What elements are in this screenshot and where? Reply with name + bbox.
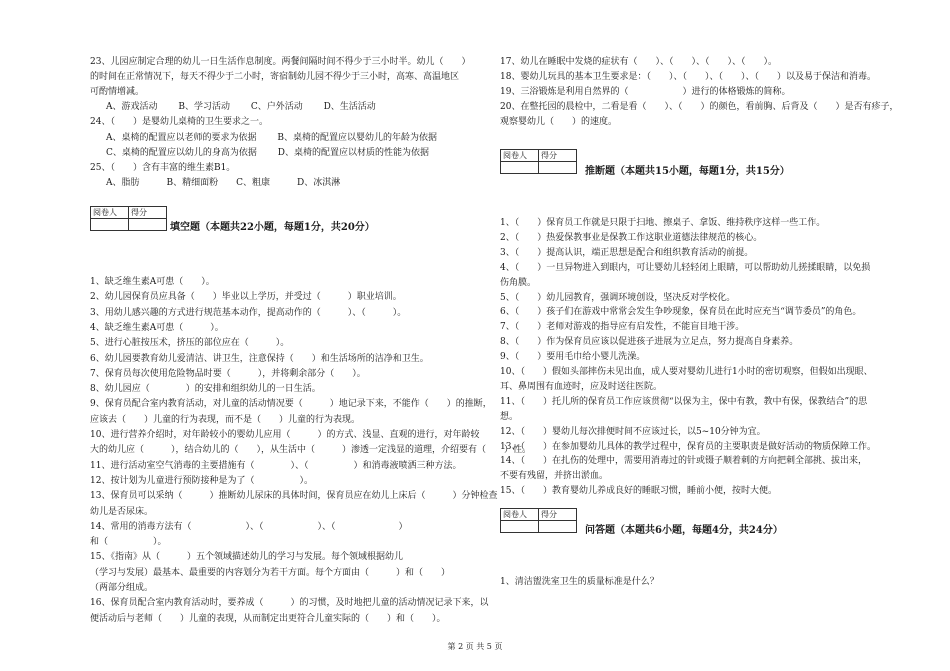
reviewer-label: 阅卷人	[501, 509, 539, 521]
reviewer-cell	[501, 162, 539, 174]
judge-score-table	[500, 149, 577, 174]
score-cell	[129, 219, 167, 231]
text-line: 1、清洁盥洗室卫生的质量标准是什么？	[500, 577, 659, 587]
text-line: 7、保育员每次使用危险物品时要（ ），并将剩余部分（ ）。	[90, 368, 366, 379]
text-line: 6、（ ）孩子们在游戏中常常会发生争吵现象，保育员在此时应充当“调节委员”的角色。	[500, 307, 862, 318]
text-line: 15、《指南》从（ ）五个领域描述幼儿的学习与发展。每个领域根据幼儿	[90, 552, 403, 563]
text-line: 12、（ ）婴幼儿每次排便时间不应该过长，以5~10分钟为宜。	[500, 426, 766, 437]
score-cell	[539, 162, 577, 174]
text-line: 13、保育员可以采纳（ ）推断幼儿尿床的具体时间，保育员应在幼儿上床后（ ）分钟检查	[90, 491, 498, 502]
reviewer-cell	[501, 521, 539, 533]
text-line: 10、进行营养介绍时，对年龄较小的婴幼儿应用（ ）的方式、浅显、直观的进行，对年龄较	[90, 430, 480, 440]
text-line: 13、（ ）在参加婴幼儿具体的教学过程中，保育员的主要职责是做好活动的物质保障工作。	[500, 441, 876, 452]
text-line: 9、保育员配合室内教育活动，对儿童的活动情况要（ ）地记录下来，不能作（ ）的推断，	[90, 399, 492, 410]
text-line: 3、（ ）提高认识，端正思想是配合和组织教育活动的前提。	[500, 247, 754, 258]
text-line: （学习与发展）最基本、最重要的内容划分为若干方面。每个方面由（ ）和（ ）	[90, 567, 451, 578]
text-line: A、桌椅的配置应以老师的要求为依据 B、桌椅的配置应以婴幼儿的年龄为依据	[106, 132, 437, 143]
text-line: 不要有残留，并挤出淤血。	[500, 471, 609, 482]
text-line: 14、常用的消毒方法有（ ）、（ ）、（ ）	[90, 521, 408, 532]
text-line: 7、（ ）老师对游戏的指导应有启发性，不能盲目地干涉。	[500, 322, 745, 333]
text-line: 11、进行活动室空气消毒的主要措施有（ ）、（ ）和消毒液喷洒三种方法。	[90, 460, 462, 471]
text-line: 观察婴幼儿（ ）的速度。	[500, 116, 618, 127]
text-line: 18、婴幼儿玩具的基本卫生要求是：（ ）、（ ）、（ ）、（ ）以及易于保洁和消毒。	[500, 71, 876, 82]
text-line: 可酌情增减。	[90, 87, 145, 98]
qa-section-title: 问答题（本题共6小题，每题4分，共24分）	[585, 525, 783, 536]
text-line: 5、进行心脏按压术，挤压的部位应在（ ）。	[90, 338, 290, 349]
text-line: 25、（ ）含有丰富的维生素B1。	[90, 162, 236, 173]
text-line: 1、缺乏维生素A可患（ ）。	[90, 277, 215, 287]
text-line: 16、保育员配合室内教育活动时，要养成（ ）的习惯，及时地把儿童的活动情况记录下来，以	[90, 598, 489, 609]
fill-score-table	[90, 206, 167, 231]
text-line: A、脂肪 B、精细面粉 C、粗康 D、冰淇淋	[106, 177, 341, 188]
text-line: 4、缺乏维生素A可患（ ）。	[90, 322, 224, 333]
text-line: 6、幼儿园要教育幼儿爱清洁、讲卫生，注意保持（ ）和生活场所的洁净和卫生。	[90, 353, 429, 364]
text-line: 11、（ ）托儿所的保育员工作应该贯彻“以保为主，保中有教，教中有保，保教结合”的思	[500, 396, 868, 407]
reviewer-label: 阅卷人	[501, 150, 539, 162]
text-line: 1、（ ）保育员工作就是只限于扫地、擦桌子、拿饭、维持秩序这样一些工作。	[500, 218, 826, 228]
score-cell	[539, 521, 577, 533]
text-line: 幼儿是否尿床。	[90, 506, 154, 517]
text-line: 8、（ ）作为保育员应该以促进孩子进展为立足点，努力提高自身素养。	[500, 337, 799, 348]
text-line: 3、用幼儿感兴趣的方式进行规范基本动作，提高动作的（ ）、（ ）。	[90, 307, 407, 318]
text-line: 应该去（ ）儿童的行为表现，而不是（ ）儿童的行为表现。	[90, 414, 361, 425]
score-label: 得分	[539, 150, 577, 162]
page-number: 第 2 页 共 5 页	[447, 642, 503, 651]
text-line: 14、（ ）在扎伤的处理中，需要用消毒过的针或镊子顺着刺的方向把刺全部挑、拔出来，	[500, 456, 867, 467]
text-line: 便活动后与老师（ ）儿童的表现，从而制定出更符合儿童实际的（ ）和（ ）。	[90, 613, 446, 624]
fill-section-title: 填空题（本题共22小题，每题1分，共20分）	[170, 222, 375, 233]
text-line: 大的幼儿应（ ），结合幼儿的（ ），从生活中（ ）渗透一定浅显的道理，介绍要有（ ）性。	[90, 445, 532, 456]
score-label: 得分	[129, 207, 167, 219]
text-line: 2、（ ）热爱保教事业是保教工作这职业道德法律规范的核心。	[500, 232, 763, 243]
text-line: 伤角膜。	[500, 277, 537, 288]
text-line: 24、（ ）是婴幼儿桌椅的卫生要求之一。	[90, 117, 268, 128]
qa-score-table	[500, 508, 577, 533]
text-line: 23、儿园应制定合理的幼儿一日生活作息制度。两餐间隔时间不得少于三小时半。幼儿（ ）	[90, 57, 471, 67]
text-line: 5、（ ）幼儿园教育，强调环境创设，坚决反对学校化。	[500, 292, 736, 303]
text-line: 8、幼儿园应（ ）的安排和组织幼儿的一日生活。	[90, 384, 321, 395]
text-line: 20、在整托园的晨检中，二看是看（ ）、（ ）的颜色，看前胸、后背及（ ）是否有疹子，	[500, 101, 899, 112]
text-line: 10、（ ）假如头部摔伤未见出血，成人要对婴幼儿进行1小时的密切观察，但假如出现眼、	[500, 367, 873, 377]
text-line: 想。	[500, 411, 519, 422]
text-line: 12、按计划为儿童进行预防接种是为了（ ）。	[90, 475, 313, 486]
text-line: 4、（ ）一旦异物进入到眼内，可让婴幼儿轻轻闭上眼睛，可以帮助幼儿搓揉眼睛，以免损	[500, 262, 871, 273]
text-line: （两部分组成。	[90, 583, 154, 593]
text-line: 耳、鼻周围有血迹时，应及时送往医院。	[500, 381, 663, 392]
text-line: 的时间在正常情况下，每天不得少于二小时，寄宿制幼儿园不得少于三小时，高寒、高温地区	[90, 72, 460, 83]
judge-section-title: 推断题（本题共15小题，每题1分，共15分）	[585, 166, 790, 177]
text-line: 15、（ ）教育婴幼儿养成良好的睡眠习惯，睡前小便，按时大便。	[500, 486, 777, 497]
text-line: 和（ ）。	[90, 537, 167, 548]
text-line: 9、（ ）要用毛巾给小婴儿洗澡。	[500, 352, 646, 363]
reviewer-label: 阅卷人	[91, 207, 129, 219]
text-line: 17、幼儿在睡眠中发烧的症状有（ ）、（ ）、（ ）、（ ）。	[500, 57, 777, 67]
text-line: 19、三浴锻炼是利用自然界的（ ）进行的体格锻炼的简称。	[500, 86, 791, 97]
text-line: A、游戏活动 B、学习活动 C、户外活动 D、生活活动	[106, 102, 376, 113]
text-line: C、桌椅的配置应以幼儿的身高为依据 D、桌椅的配置应以材质的性能为依据	[106, 147, 429, 158]
text-line: 2、幼儿园保育员应具备（ ）毕业以上学历，并受过（ ）职业培训。	[90, 292, 402, 303]
reviewer-cell	[91, 219, 129, 231]
score-label: 得分	[539, 509, 577, 521]
